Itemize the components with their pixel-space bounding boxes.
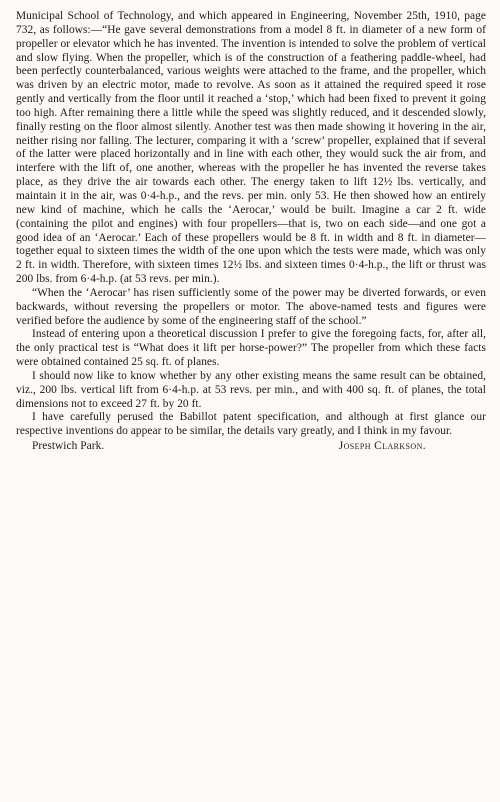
paragraph-comparison-question: I should now like to know whether by any other existing means the same result can be obtained, viz., 200 lbs. vertical lift from 6·4-h.p. at 53 revs. per min., and with 400 sq. ft. of planes, the total dimensions not to exceed 27 ft. by 20 ft. [16, 369, 486, 410]
paragraph-practical-test: Instead of entering upon a theoretical discussion I prefer to give the foregoing facts, for, after all, the only practical test is “What does it lift per horse-power?” The propeller from which these facts were obtained contained 25 sq. ft. of planes. [16, 328, 486, 369]
signature-block [16, 440, 486, 454]
paragraph-babillot-patent: I have carefully perused the Babillot patent specification, and although at first glance our respective inventions do appear to be similar, the details vary greatly, and I think in my favour. [16, 411, 486, 438]
signature-place: Prestwich Park. [32, 440, 105, 453]
signature-name: Joseph Clarkson. [338, 440, 426, 453]
paragraph-quoted-report: Municipal School of Technology, and which appeared in Engineering, November 25th, 1910, page 732, as follows:—“He gave several demonstrations from a model 8 ft. in diameter of a new form of propeller or elevator which he has invented. The invention is intended to solve the problem of vertical and slow flying. When the propeller, which is of the construction of a feathering paddle-wheel, had been perfectly counterbalanced, various weights were attached to the frame, and the propeller, which was driven by an electric motor, made to revolve. As soon as it attained the required speed it rose gently and vertically from the floor until it reached a ‘stop,’ which had been fixed to prevent it going too high. After remaining there a little while the speed was slightly reduced, and it descended slowly, finally resting on the floor almost silently. Another test was then made showing it hovering in the air, neither rising nor falling. The lecturer, comparing it with a ‘screw’ propeller, explained that if several of the latter were placed horizontally and in line with each other, they would suck the air from, and interfere with the lift of, one another, whereas with the propeller he has invented the reverse takes place, as they drive the air towards each other. The energy taken to lift 12½ lbs. vertically, and maintain it in the air, was 0·4-h.p., and the revs. per min. only 53. He then showed how an entirely new kind of machine, which he calls the ‘Aerocar,’ would be built. Imagine a car 2 ft. wide (containing the pilot and engines) with four propellers—that is, two on each side—and one got a good idea of an ‘Aerocar.’ Each of these propellers would be 8 ft. in width and 8 ft. in diameter—together equal to sixteen times the width of the one upon which the tests were made, which was only 2 ft. in width. Therefore, with sixteen times 12½ lbs. and sixteen times 0·4-h.p., the lift or thrust was 200 lbs. from 6·4-h.p. (at 53 revs. per min.). [16, 10, 486, 286]
paragraph-aerocar-quote-end: “When the ‘Aerocar’ has risen sufficiently some of the power may be diverted forwards, or even backwards, without reversing the propellers or motor. The above-named tests and figures were verified before the audience by some of the engineering staff of the school.” [16, 286, 486, 327]
